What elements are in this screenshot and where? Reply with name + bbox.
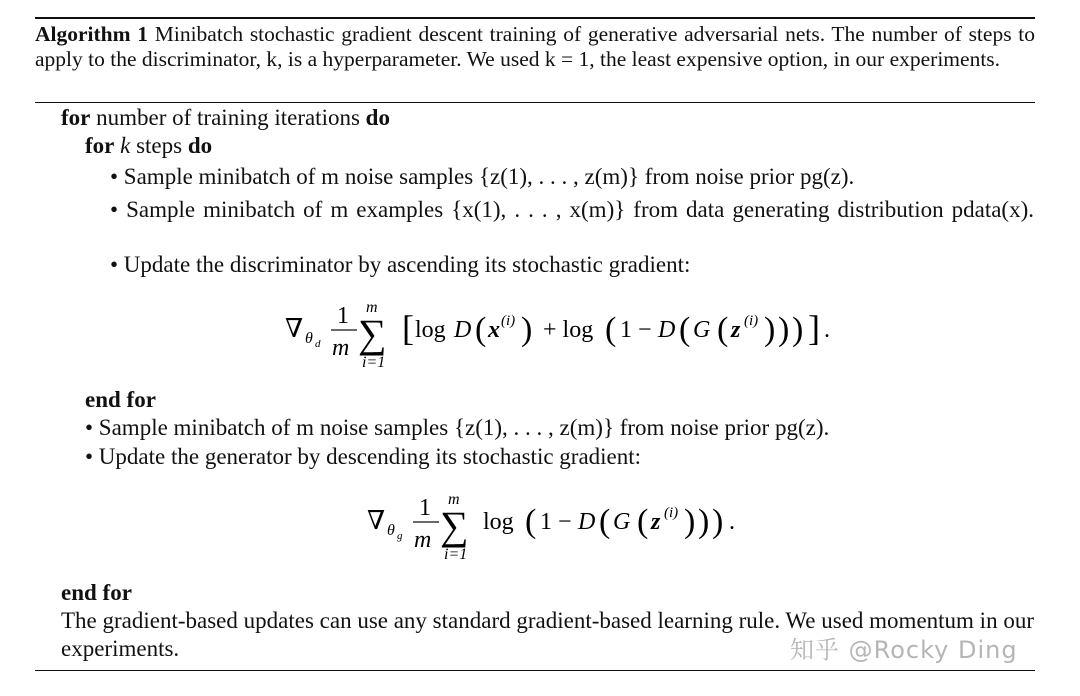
algorithm-caption [35, 22, 1035, 72]
svg-text:g: g [397, 530, 403, 542]
svg-text:i=1: i=1 [362, 354, 386, 371]
svg-text:(: ( [599, 503, 611, 540]
svg-text:m: m [448, 491, 460, 508]
svg-text:(: ( [717, 311, 729, 348]
svg-text:(i): (i) [664, 505, 679, 521]
step-update-discriminator: • Update the discriminator by ascending its stochastic gradient: [110, 252, 691, 277]
svg-text:θ: θ [387, 522, 395, 539]
step-sample-examples: • Sample minibatch of m examples {x(1), . . . , x(m)} from data generating distribution pdata(x). [110, 197, 1034, 222]
inner-do-keyword: do [187, 133, 213, 158]
svg-text:(: ( [637, 503, 649, 540]
caption-label: Algorithm 1 [35, 22, 149, 46]
inner-for-line [85, 132, 212, 160]
svg-text:x: x [488, 317, 500, 343]
svg-text:1: 1 [419, 495, 431, 521]
svg-text:∑: ∑ [440, 503, 469, 548]
svg-text:): ) [712, 503, 724, 540]
svg-text:(: ( [475, 311, 487, 348]
outer-for-keyword: for [61, 105, 91, 130]
inner-end-for: end for [85, 387, 156, 412]
svg-text:i=1: i=1 [444, 546, 468, 563]
svg-text:D: D [578, 509, 596, 535]
outer-do-keyword: do [365, 105, 390, 130]
svg-text:G: G [693, 317, 711, 343]
step-sample-noise-outer: • Sample minibatch of m noise samples {z(1), . . . , z(m)} from noise prior pg(z). [85, 415, 830, 440]
svg-text:m: m [366, 299, 378, 316]
caption-rule [35, 102, 1035, 103]
top-rule [35, 17, 1035, 19]
svg-text:]: ] [808, 308, 820, 348]
svg-text:θ: θ [305, 330, 313, 347]
closing-remark: The gradient-based updates can use any standard gradient-based learning rule. We used momentum in our experiments. [61, 608, 1034, 661]
inner-for-var: k [120, 133, 131, 158]
svg-text:(: ( [525, 503, 537, 540]
svg-text:D: D [454, 317, 472, 343]
svg-text:): ) [792, 311, 804, 348]
svg-text:z: z [651, 509, 661, 535]
outer-for-line [61, 104, 390, 132]
svg-text:1 −: 1 − [620, 317, 652, 343]
discriminator-gradient-equation [285, 295, 885, 382]
svg-text:): ) [698, 503, 710, 540]
svg-text:1: 1 [337, 303, 349, 329]
svg-text:(: ( [605, 311, 617, 348]
svg-text:∑: ∑ [358, 311, 387, 356]
svg-text:): ) [684, 503, 696, 540]
svg-text:m: m [414, 527, 432, 553]
svg-text:(i): (i) [744, 313, 759, 329]
svg-text:1 −: 1 − [540, 509, 572, 535]
outer-end-for: end for [61, 580, 132, 605]
step-update-generator: • Update the generator by descending its stochastic gradient: [85, 444, 642, 469]
svg-text:d: d [315, 338, 321, 350]
svg-text:(i): (i) [501, 313, 516, 329]
svg-text:D: D [658, 317, 676, 343]
svg-text:z: z [731, 317, 741, 343]
inner-for-text: steps [136, 133, 183, 158]
svg-text:G: G [613, 509, 631, 535]
svg-text:): ) [778, 311, 790, 348]
svg-text:log: log [415, 317, 446, 343]
svg-text:∇: ∇ [285, 314, 304, 343]
svg-text:(: ( [679, 311, 691, 348]
step-sample-noise-inner: • Sample minibatch of m noise samples {z(1), . . . , z(m)} from noise prior pg(z). [110, 164, 855, 189]
svg-text:): ) [764, 311, 776, 348]
bottom-rule [35, 670, 1035, 671]
inner-for-keyword: for [85, 133, 115, 158]
svg-text:.: . [824, 317, 830, 343]
outer-for-text: number of training iterations [96, 105, 360, 130]
svg-text:.: . [729, 509, 735, 535]
svg-text:[: [ [402, 308, 414, 348]
svg-text:+ log: + log [543, 317, 594, 343]
svg-text:m: m [332, 335, 350, 361]
svg-text:log: log [483, 509, 514, 535]
svg-text:): ) [521, 311, 533, 348]
site-watermark: 知乎 @Rocky Ding [790, 636, 1018, 664]
generator-gradient-equation [367, 487, 787, 574]
svg-text:∇: ∇ [367, 506, 386, 535]
caption-text: Minibatch stochastic gradient descent training of generative adversarial nets. The number of steps to apply to the discriminator, k, is a hyperparameter. We used k = 1, the least expensive option, in our experiments. [35, 22, 1036, 71]
